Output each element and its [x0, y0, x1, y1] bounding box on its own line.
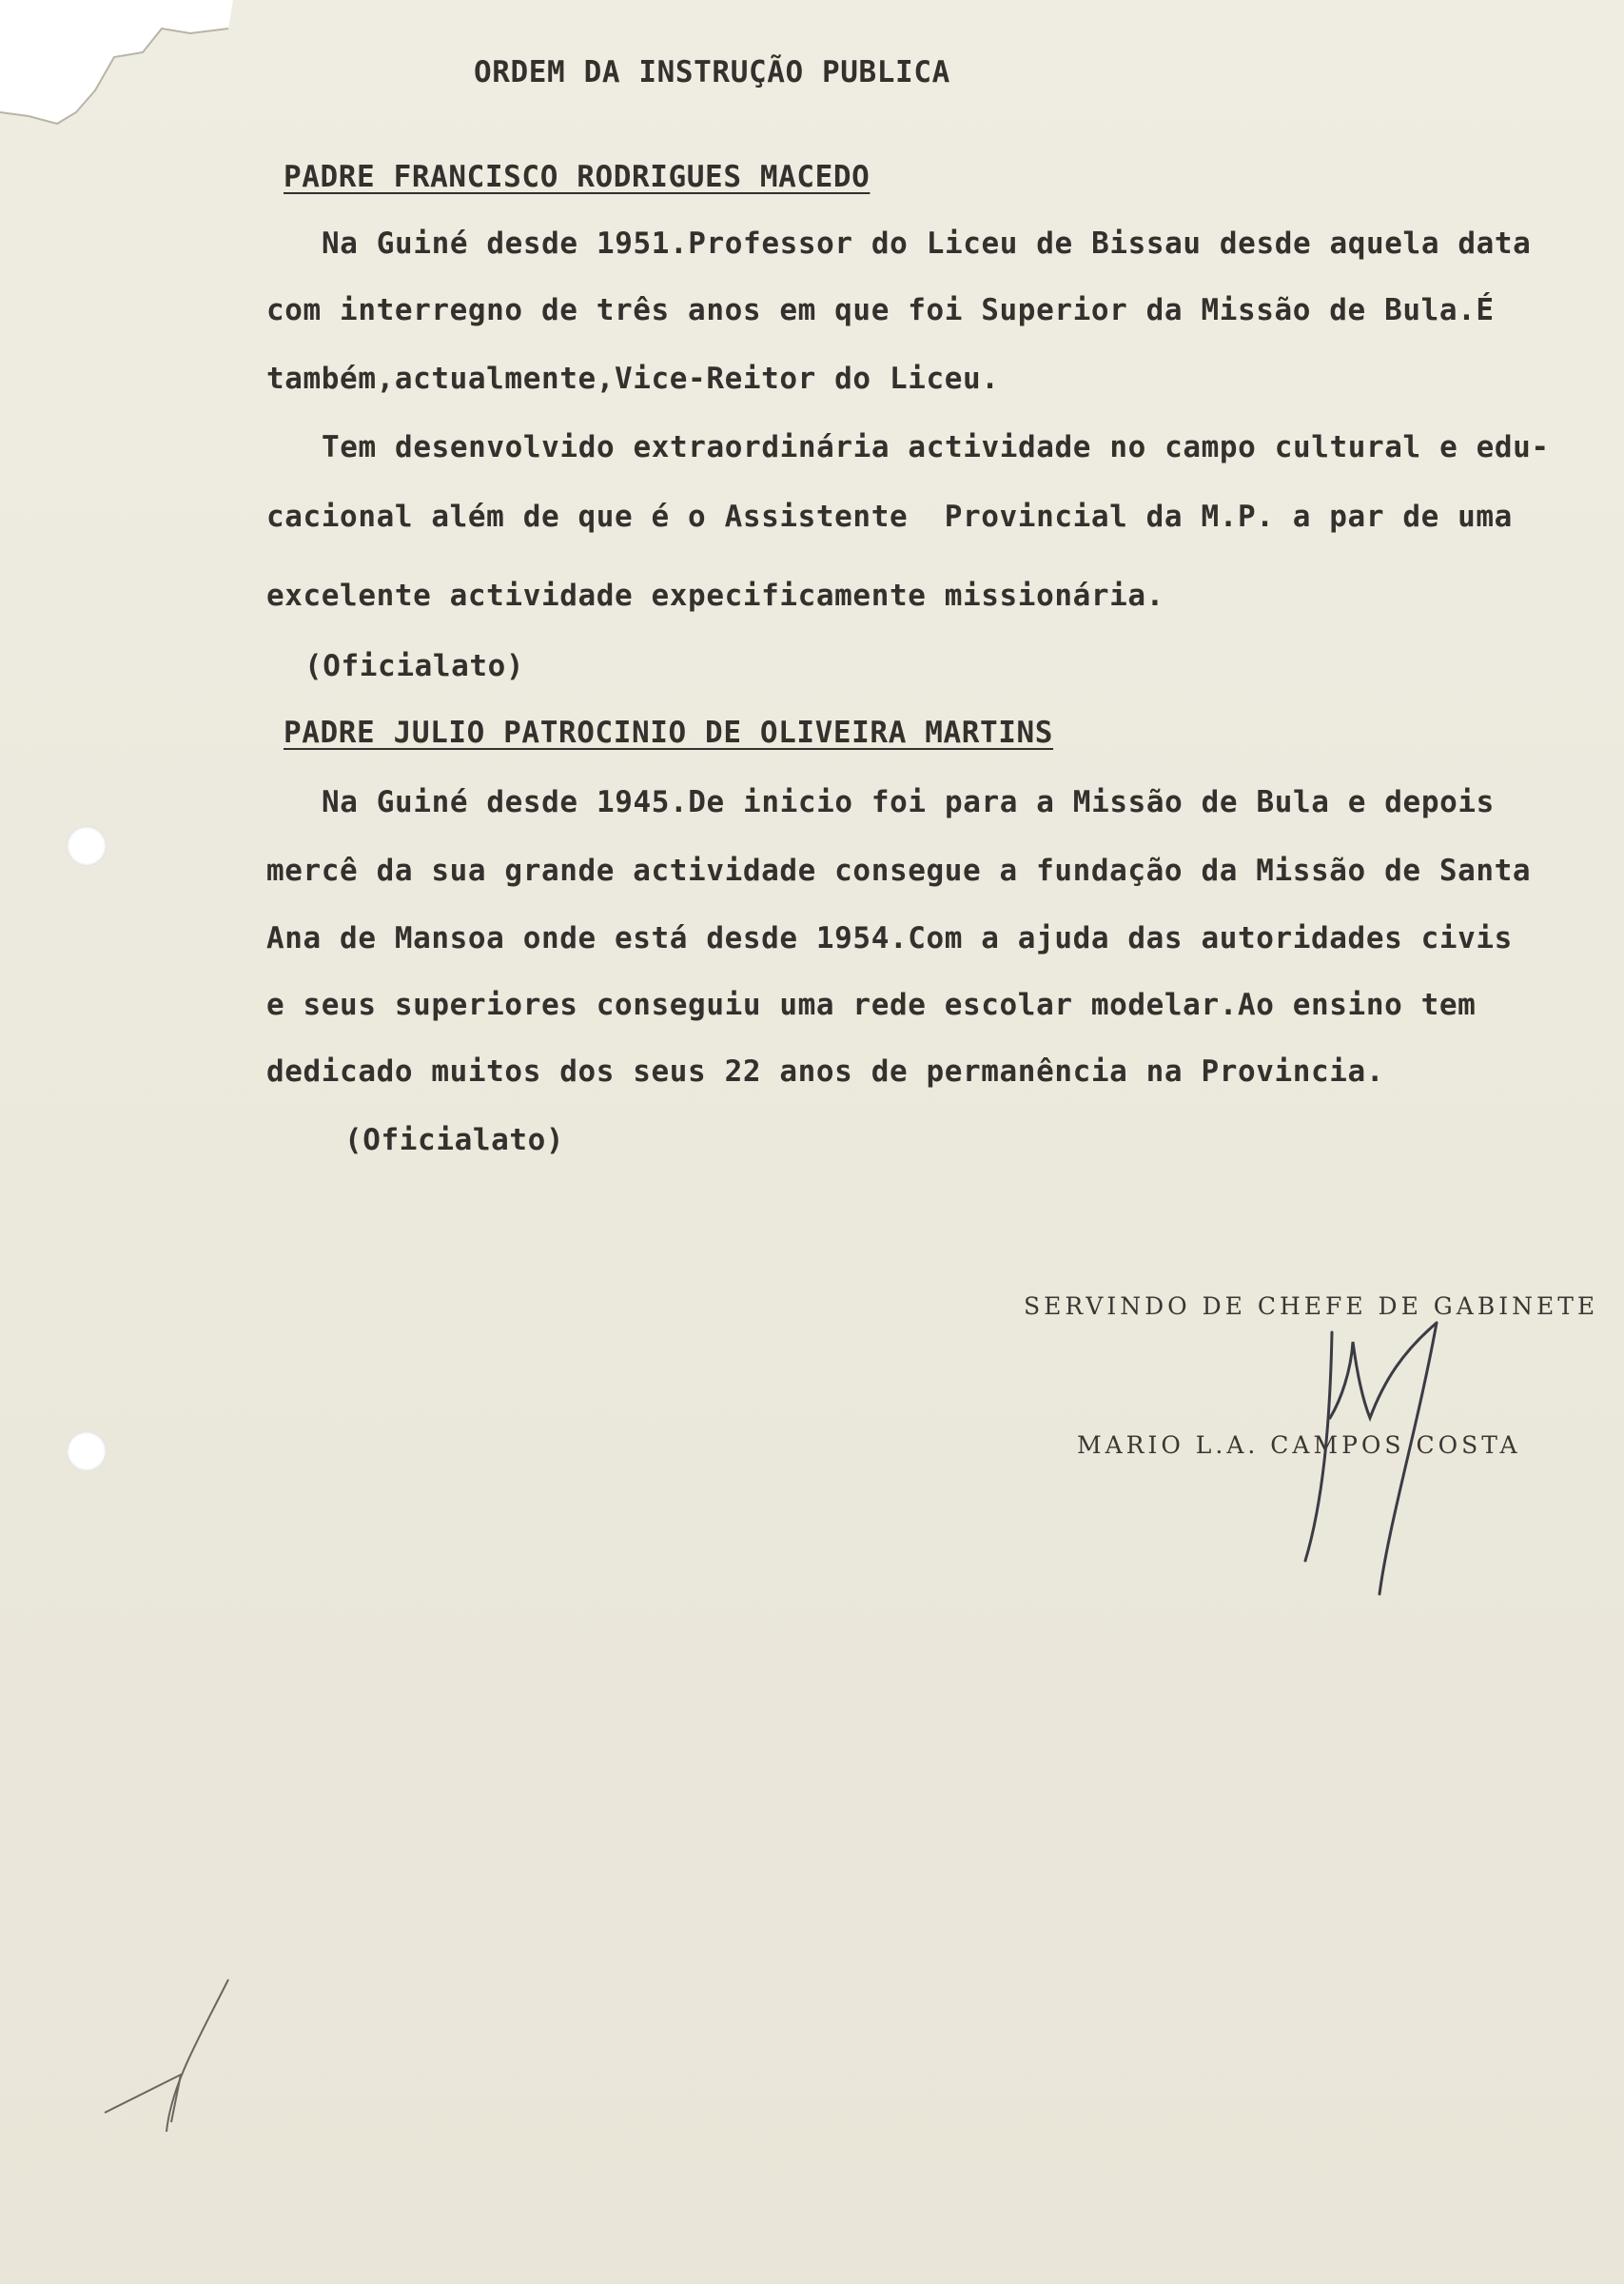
section-2-line-5: dedicado muitos dos seus 22 anos de permanência na Provincia.	[266, 1054, 1385, 1089]
handwritten-signature	[1284, 1313, 1456, 1599]
torn-corner	[0, 0, 238, 133]
section-2-line-4: e seus superiores conseguiu uma rede escolar modelar.Ao ensino tem	[266, 988, 1477, 1022]
section-1-note: (Oficialato)	[304, 649, 525, 683]
section-1-line-3: também,actualmente,Vice-Reitor do Liceu.	[266, 362, 1000, 396]
document-title: ORDEM DA INSTRUÇÃO PUBLICA	[474, 55, 950, 89]
section-1-line-2: com interregno de três anos em que foi Superior da Missão de Bula.É	[266, 293, 1495, 327]
section-1-heading: PADRE FRANCISCO RODRIGUES MACEDO	[284, 160, 871, 194]
pencil-mark	[86, 1970, 257, 2160]
punch-hole-bottom	[67, 1431, 107, 1471]
section-2-line-1: Na Guiné desde 1945.De inicio foi para a Missão de Bula e depois	[322, 785, 1495, 819]
signature-role: SERVINDO DE CHEFE DE GABINETE	[1024, 1292, 1599, 1320]
section-2-heading: PADRE JULIO PATROCINIO DE OLIVEIRA MARTINS	[284, 716, 1054, 750]
section-2-note: (Oficialato)	[344, 1123, 565, 1157]
punch-hole-top	[67, 826, 107, 866]
section-1-line-1: Na Guiné desde 1951.Professor do Liceu de Bissau desde aquela data	[322, 226, 1532, 261]
section-1-line-5: cacional além de que é o Assistente Provincial da M.P. a par de uma	[266, 500, 1513, 534]
section-2-line-3: Ana de Mansoa onde está desde 1954.Com a ajuda das autoridades civis	[266, 921, 1513, 955]
section-1-line-6: excelente actividade expecificamente missionária.	[266, 579, 1164, 613]
section-2-line-2: mercê da sua grande actividade consegue a fundação da Missão de Santa	[266, 854, 1532, 888]
section-1-line-4: Tem desenvolvido extraordinária actividade no campo cultural e edu-	[322, 430, 1550, 464]
signature-name: MARIO L.A. CAMPOS COSTA	[1077, 1431, 1521, 1459]
